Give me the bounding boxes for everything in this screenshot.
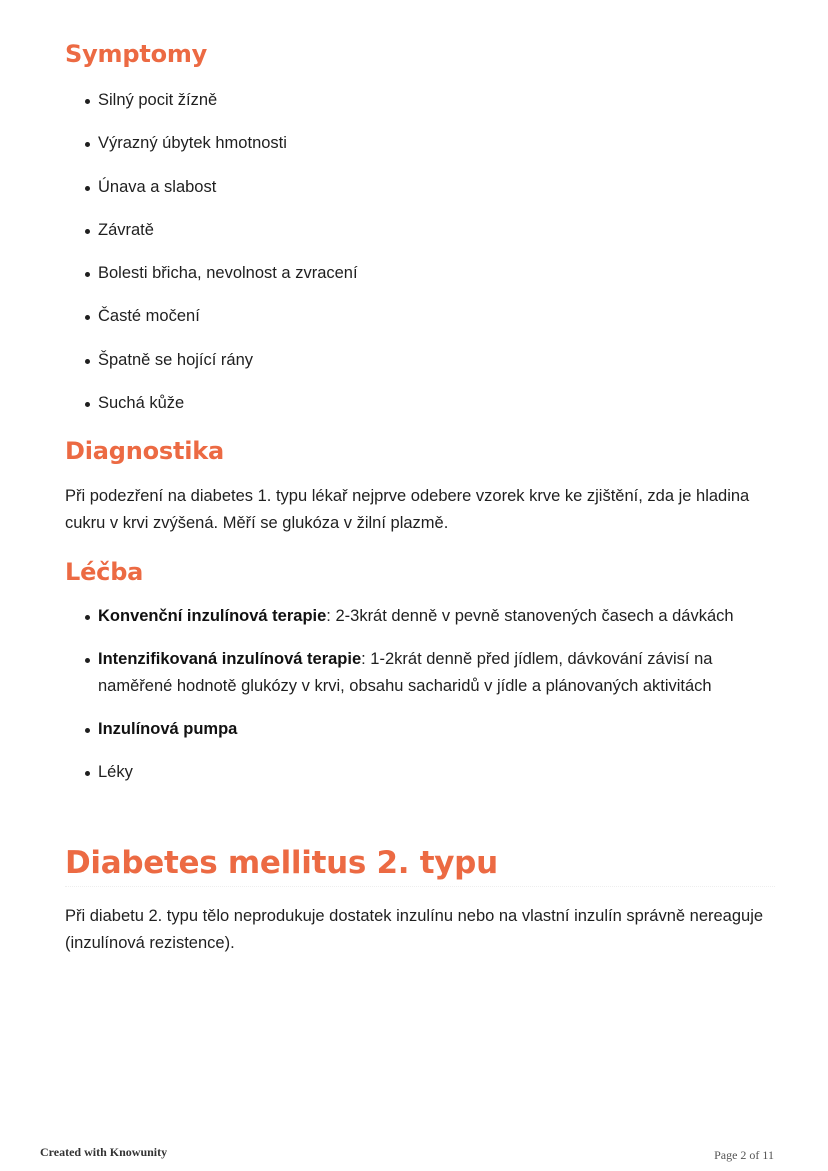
list-item	[85, 646, 765, 700]
diagnostics-paragraph: Při podezření na diabetes 1. typu lékař nejprve odebere vzorek krve ke zjištění, zda je hladina cukru v krvi zvýšená. Měří se glukóza v žilní plazmě.	[65, 487, 750, 532]
list-item-term: Konvenční inzulínová terapie	[98, 607, 327, 625]
type2-paragraph: Při diabetu 2. typu tělo neprodukuje dostatek inzulínu nebo na vlastní inzulín správně nereaguje (inzulínová rezistence).	[65, 907, 764, 952]
list-item: Silný pocit žízně	[85, 87, 765, 114]
list-item	[85, 603, 765, 630]
list-item: Časté močení	[85, 303, 765, 330]
section-title-symptoms: Symptomy	[65, 40, 208, 68]
list-item-text: Léky	[98, 763, 133, 781]
list-item	[85, 759, 765, 786]
section-title-treatment: Léčba	[65, 558, 144, 586]
section-divider	[65, 886, 775, 887]
footer-credit: Created with Knowunity	[40, 1145, 168, 1159]
treatment-list	[85, 603, 765, 802]
list-item: Závratě	[85, 217, 765, 244]
list-item-term: Intenzifikovaná inzulínová terapie	[98, 650, 362, 668]
section-title-type2: Diabetes mellitus 2. typu	[65, 845, 498, 881]
list-item: Bolesti břicha, nevolnost a zvracení	[85, 260, 765, 287]
list-item-text: : 1-2krát denně před jídlem, dávkování závisí na naměřené hodnotě glukózy v krvi, obsahu sacharidů v jídle a plánovaných aktivitách	[98, 650, 713, 695]
list-item: Výrazný úbytek hmotnosti	[85, 130, 765, 157]
list-item: Špatně se hojící rány	[85, 347, 765, 374]
list-item: Suchá kůže	[85, 390, 765, 417]
list-item-term: Inzulínová pumpa	[98, 720, 238, 738]
list-item: Únava a slabost	[85, 174, 765, 201]
symptoms-list	[85, 87, 765, 433]
list-item-text: : 2-3krát denně v pevně stanovených časech a dávkách	[326, 607, 734, 625]
section-title-diagnostics: Diagnostika	[65, 437, 225, 465]
list-item	[85, 716, 765, 743]
page-number: Page 2 of 11	[714, 1148, 774, 1162]
